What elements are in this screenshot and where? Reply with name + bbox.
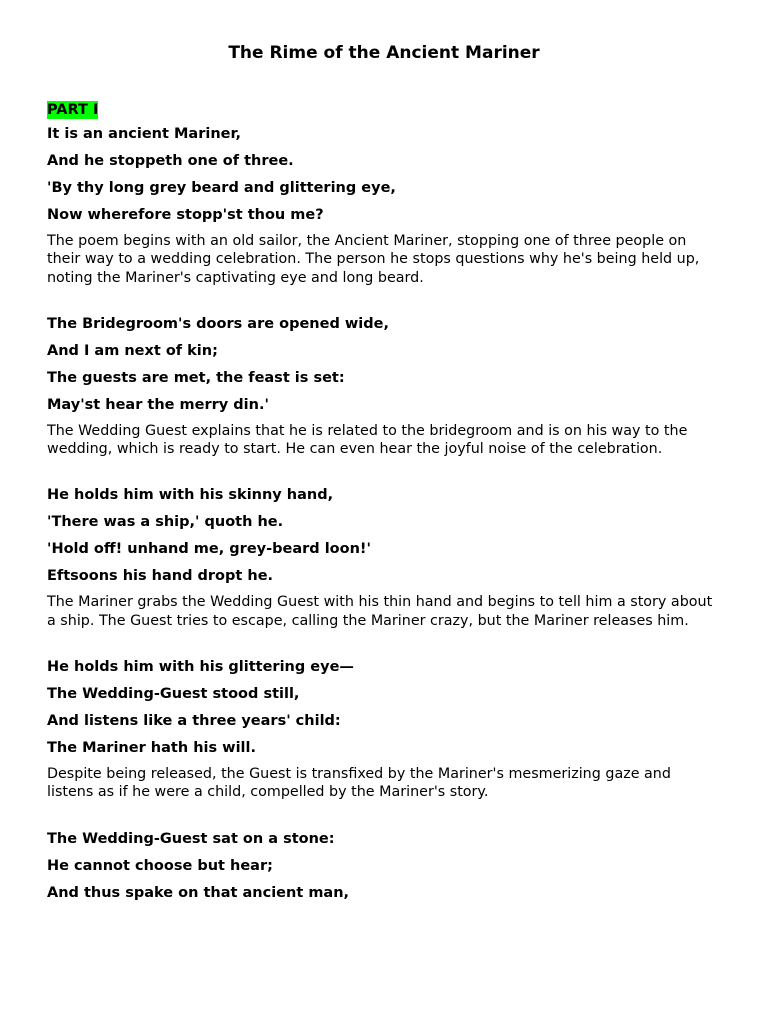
verse-line: And he stoppeth one of three. [47,153,294,169]
stanza [47,125,721,287]
verse-line: Eftsoons his hand dropt he. [47,568,274,585]
verse-line: 'There was a ship,' quoth he. [47,514,284,531]
verse-line: And thus spake on that ancient man, [47,884,350,901]
verse-line: The Wedding-Guest sat on a stone: [47,830,335,847]
stanza-summary: Despite being released, the Guest is transfixed by the Mariner's mesmerizing gaze and listens as if he were a child, compelled by the Mariner's story. [47,766,671,801]
document-title: The Rime of the Ancient Mariner [228,43,540,63]
verse-line: Now wherefore stopp'st thou me? [47,207,324,223]
verse-line: The Bridegroom's doors are opened wide, [47,315,389,332]
stanza [47,830,721,902]
verse-line: 'Hold off! unhand me, grey-beard loon!' [47,541,371,558]
stanza [47,486,721,630]
verse-line: The Wedding-Guest stood still, [47,686,300,703]
verse-line: And listens like a three years' child: [47,713,341,730]
stanza-summary: The poem begins with an old sailor, the Ancient Mariner, stopping one of three people on their way to a wedding celebration. The person he stops questions why he's being held up, noting the Mariner's captivating eye and long beard. [47,233,700,286]
verse-line: He holds him with his glittering eye— [47,659,354,676]
stanza [47,315,721,459]
verse-line: And I am next of kin; [47,342,218,359]
verse-line: He cannot choose but hear; [47,857,273,874]
stanza [47,658,721,802]
part-heading: PART I [47,102,99,118]
verse-line: The Mariner hath his will. [47,740,256,757]
verse-line: May'st hear the merry din.' [47,396,269,413]
verse-line: The guests are met, the feast is set: [47,369,345,386]
stanza-summary: The Wedding Guest explains that he is related to the bridegroom and is on his way to the wedding, which is ready to start. He can even hear the joyful noise of the celebration. [47,422,688,458]
verse-line: 'By thy long grey beard and glittering eye, [47,180,396,196]
verse-line: He holds him with his skinny hand, [47,487,334,504]
stanza-summary: The Mariner grabs the Wedding Guest with his thin hand and begins to tell him a story about a ship. The Guest tries to escape, calling the Mariner crazy, but the Mariner releases him. [47,594,713,629]
verse-line: It is an ancient Mariner, [47,126,242,142]
